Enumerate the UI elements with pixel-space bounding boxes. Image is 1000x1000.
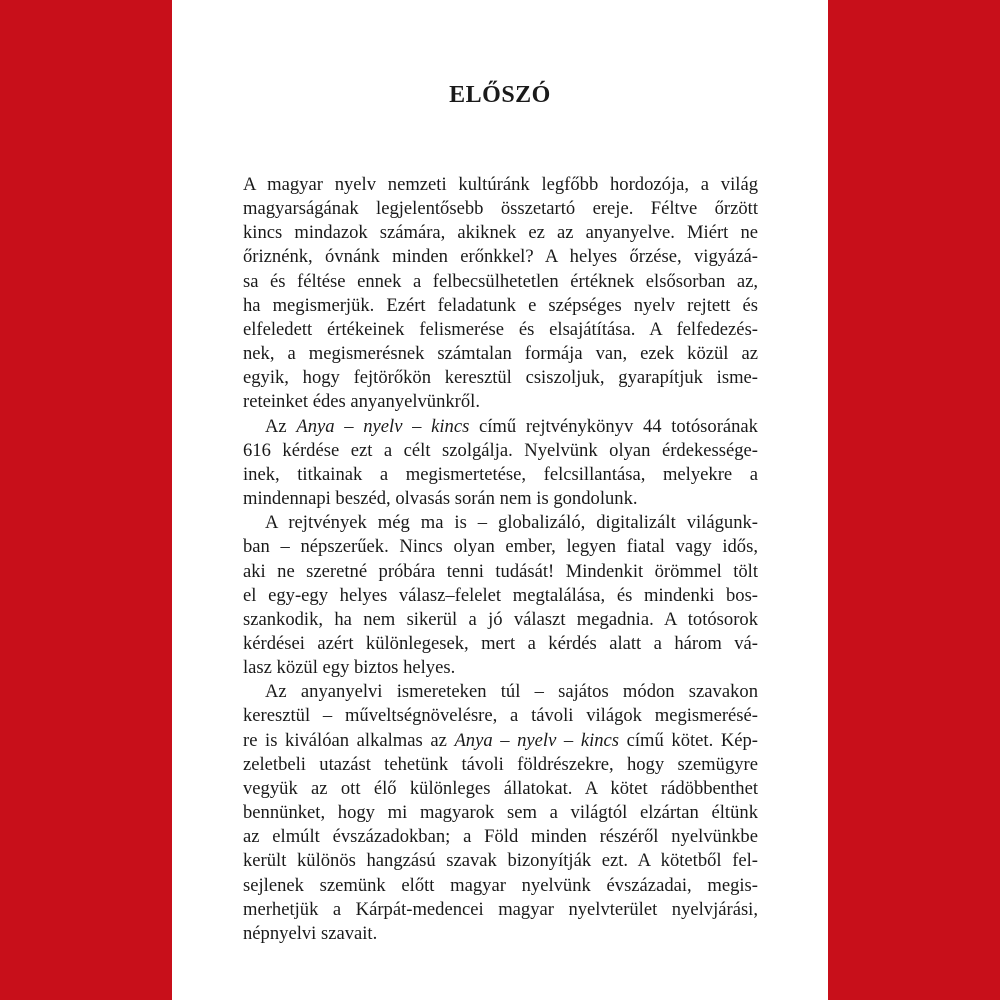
text-line: reteinket édes anyanyelvünkről. <box>243 391 480 413</box>
text-line: népnyelvi szavait. <box>243 922 378 944</box>
paragraph <box>243 511 758 680</box>
text-line: A magyar nyelv nemzeti kultúránk legfőbb hordozója, a világ <box>243 174 758 195</box>
text-line: mindennapi beszéd, olvasás során nem is gondolunk. <box>243 488 638 510</box>
book-page <box>172 0 828 1000</box>
text-line: 616 kérdése ezt a célt szolgálja. Nyelvünk olyan érdekessége- <box>243 439 758 461</box>
foreword-body <box>243 173 758 946</box>
text-line: merhetjük a Kárpát-medencei magyar nyelvterület nyelvjárási, <box>243 898 758 920</box>
text-line: inek, titkainak a megismertetése, felcsillantása, melyekre a <box>243 463 758 485</box>
text-line: ban – népszerűek. Nincs olyan ember, legyen fiatal vagy idős, <box>243 536 758 558</box>
text-line: egyik, hogy fejtörőkön keresztül csiszoljuk, gyarapítjuk isme- <box>243 367 758 389</box>
page-title: ELŐSZÓ <box>449 82 551 108</box>
text-line: Az anyanyelvi ismereteken túl – sajátos módon szavakon <box>265 681 758 703</box>
text-line: vegyük az ott élő különleges állatokat. A kötet rádöbbenthet <box>243 777 758 799</box>
text-line: bennünket, hogy mi magyarok sem a világtól elzártan éltünk <box>243 802 758 824</box>
text-line: őriznénk, óvnánk minden erőnkkel? A helyes őrzése, vigyázá- <box>243 246 758 268</box>
paragraph <box>243 173 758 415</box>
text-line: került különös hangzású szavak bizonyítják ezt. A kötetből fel- <box>243 850 758 872</box>
text-line: keresztül – műveltségnövelésre, a távoli világok megismerésé- <box>243 705 758 727</box>
text-line: nek, a megismerésnek számtalan formája van, ezek közül az <box>243 343 758 365</box>
paragraph <box>243 415 758 512</box>
text-line: sejlenek szemünk előtt magyar nyelvünk évszázadai, megis- <box>243 874 758 896</box>
text-line: sa és féltése ennek a felbecsülhetetlen értéknek elsősorban az, <box>243 270 758 292</box>
text-line: kérdései azért különlegesek, mert a kérdés alatt a három vá- <box>243 632 758 654</box>
text-line: aki ne szeretné próbára tenni tudását! Mindenkit örömmel tölt <box>243 560 758 582</box>
text-line: elfeledett értékeinek felismerése és elsajátítása. A felfedezés- <box>243 318 758 340</box>
text-line: ha megismerjük. Ezért feladatunk e szépséges nyelv rejtett és <box>243 294 758 316</box>
text-line: lasz közül egy biztos helyes. <box>243 657 456 679</box>
text-line: szankodik, ha nem sikerül a jó választ megadnia. A totósorok <box>243 608 758 630</box>
text-line: kincs mindazok számára, akiknek ez az anyanyelve. Miért ne <box>243 222 758 244</box>
text-line: A rejtvények még ma is – globalizáló, digitalizált világunk- <box>265 512 758 534</box>
text-line: magyarságának legjelentősebb összetartó ereje. Féltve őrzött <box>243 198 758 220</box>
text-line: el egy-egy helyes válasz–felelet megtalálása, és mindenki bos- <box>243 584 758 606</box>
text-line: re is kiválóan alkalmas az Anya – nyelv – kincs című kötet. Kép- <box>243 729 758 751</box>
text-line: zeletbeli utazást tehetünk távoli földrészekre, hogy szemügyre <box>243 753 758 775</box>
text-line: az elmúlt évszázadokban; a Föld minden részéről nyelvünkbe <box>243 826 758 848</box>
text-line: Az Anya – nyelv – kincs című rejtvénykönyv 44 totósorának <box>265 415 758 437</box>
paragraph <box>243 680 758 946</box>
